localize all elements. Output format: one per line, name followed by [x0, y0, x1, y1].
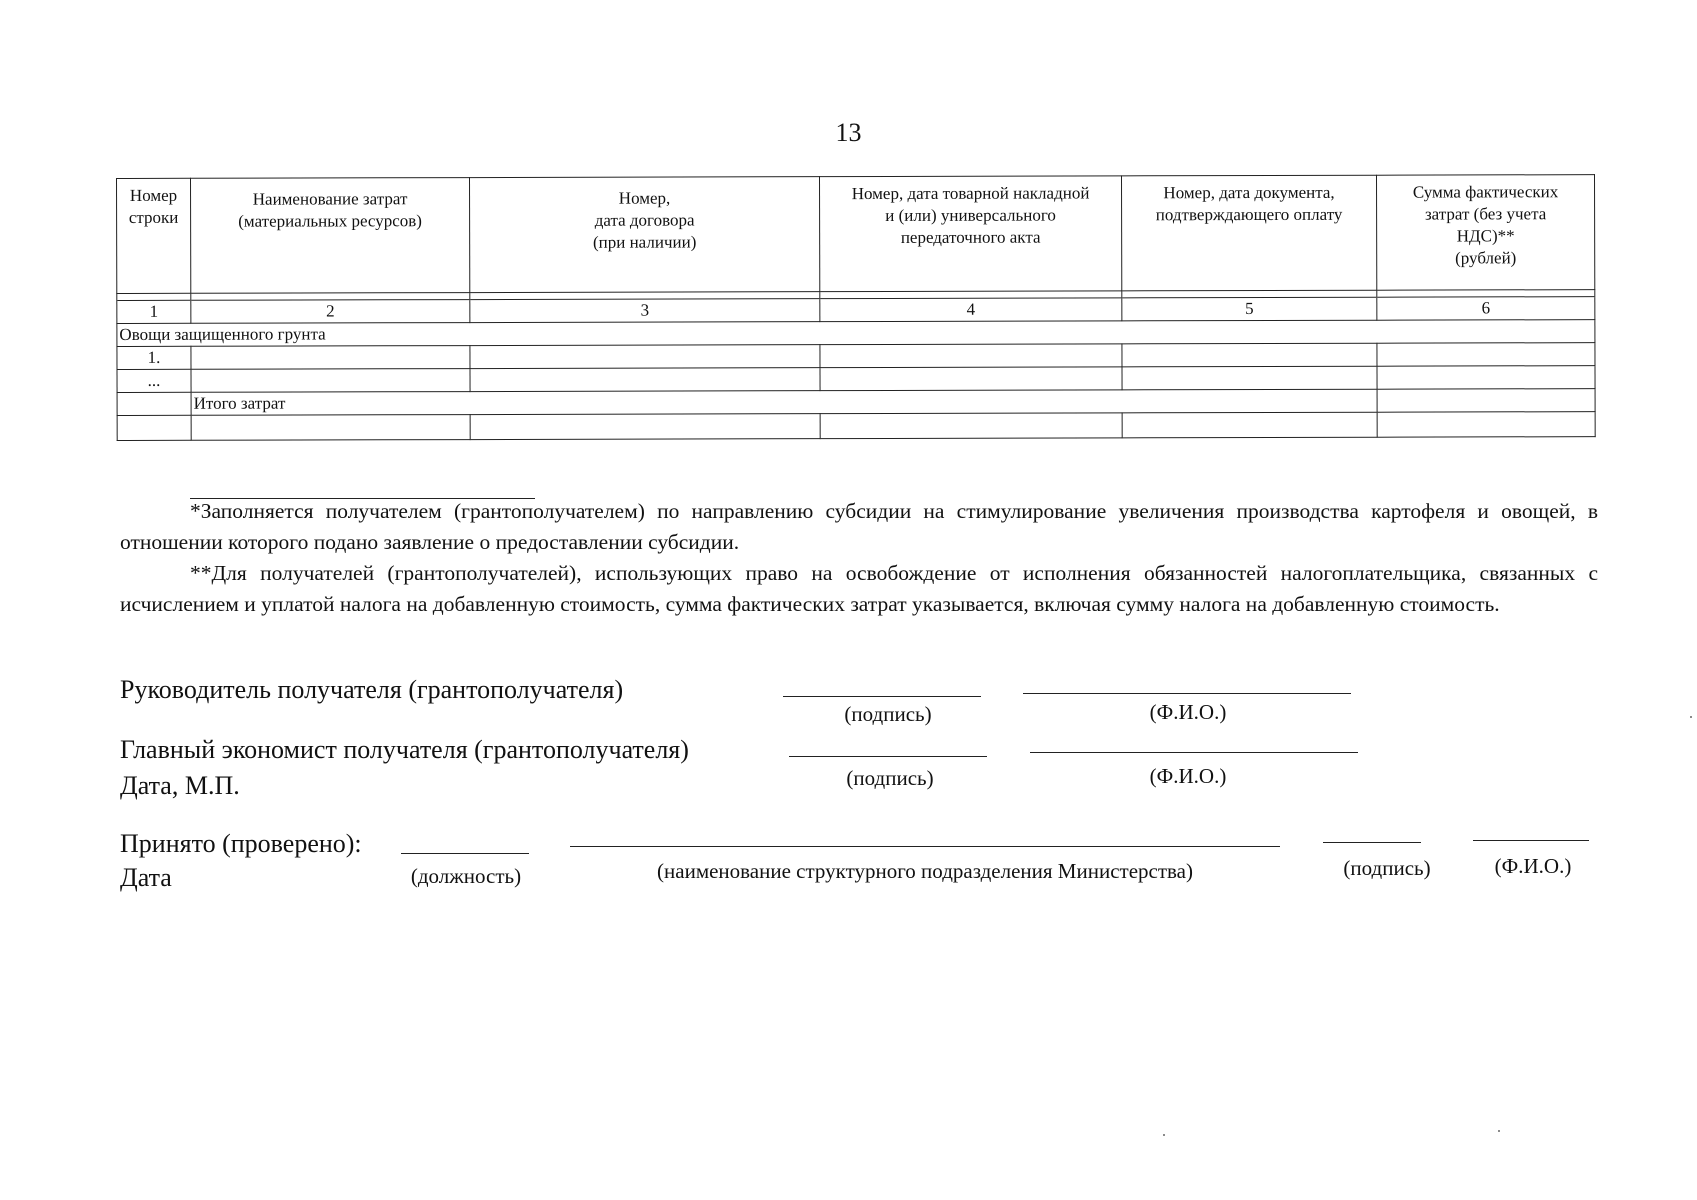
- page-number: 13: [835, 118, 862, 147]
- position-line: [401, 853, 529, 854]
- header-line: Номер,: [618, 188, 671, 208]
- header-line: Наименование затрат: [252, 189, 408, 209]
- header-payment-doc: [1121, 175, 1376, 291]
- header-amount: [1376, 175, 1594, 291]
- economist-signature-line: [789, 756, 987, 757]
- cell-cost-name: [191, 346, 470, 370]
- scan-speck: [1498, 1130, 1500, 1132]
- total-label: Итого затрат: [191, 389, 1377, 415]
- column-number: 3: [470, 299, 820, 323]
- economist-fio-caption: (Ф.И.О.): [1149, 764, 1227, 788]
- cell-amount: [1377, 412, 1595, 438]
- cell-payment-doc: [1122, 412, 1377, 438]
- cell-waybill: [820, 344, 1122, 368]
- position-caption: (должность): [410, 864, 522, 888]
- header-line: (рублей): [1455, 248, 1517, 268]
- header-cost-name: [191, 178, 470, 294]
- economist-fio-line: [1030, 752, 1358, 753]
- head-fio-line: [1023, 693, 1351, 694]
- cell-contract: [470, 368, 820, 392]
- footnote-2: **Для получателей (грантополучателей), использующих право на освобождение от исполнения обязанностей налогоплательщика, связанных с исчислением и уплатой налога на добавленную стоимость, сумма фактических затрат указывается, включая сумму налога на добавленную стоимость.: [120, 561, 1598, 616]
- column-number: 4: [820, 298, 1122, 322]
- head-signature-line: [783, 696, 981, 697]
- header-line: Номер, дата товарной накладной: [851, 183, 1090, 204]
- table-header-row: [117, 175, 1595, 294]
- cell-contract: [470, 414, 820, 440]
- cell-amount: [1377, 366, 1595, 390]
- head-fio-caption: (Ф.И.О.): [1149, 700, 1227, 724]
- column-number: 2: [191, 300, 470, 324]
- scan-speck: [1690, 716, 1692, 718]
- accepted-signature-caption: (подпись): [1343, 856, 1431, 880]
- header-line: строки: [128, 207, 179, 227]
- header-line: передаточного акта: [900, 227, 1041, 247]
- header-line: Номер: [129, 185, 178, 205]
- cell-payment-doc: [1122, 343, 1377, 367]
- date-mp-label: Дата, М.П.: [120, 771, 240, 800]
- header-line: Сумма фактических: [1412, 182, 1559, 202]
- table-row: [117, 412, 1595, 441]
- scan-speck: [1163, 1134, 1165, 1136]
- header-line: подтверждающего оплату: [1155, 204, 1343, 225]
- section-title: Овощи защищенного грунта: [117, 320, 1595, 347]
- header-line: Номер, дата документа,: [1163, 182, 1335, 203]
- accepted-fio-caption: (Ф.И.О.): [1494, 854, 1572, 878]
- economist-signature-caption: (подпись): [846, 766, 934, 790]
- cell-cost-name: [191, 369, 470, 393]
- column-number: 5: [1122, 297, 1377, 321]
- header-line: НДС)**: [1456, 226, 1515, 246]
- column-number: 1: [117, 300, 191, 323]
- economist-label: Главный экономист получателя (грантополучателя): [120, 735, 689, 764]
- cell-waybill: [820, 367, 1122, 391]
- cost-table: [116, 174, 1596, 441]
- footnotes: [120, 496, 1598, 620]
- header-line: и (или) универсального: [885, 205, 1056, 225]
- department-line: [570, 846, 1280, 847]
- header-contract: [470, 177, 820, 293]
- header-line: (материальных ресурсов): [238, 211, 422, 231]
- row-number: 1.: [117, 346, 191, 369]
- cell-amount: [1377, 343, 1595, 367]
- header-line: (при наличии): [592, 232, 697, 252]
- accepted-signature-line: [1323, 842, 1421, 843]
- header-line: дата договора: [594, 210, 695, 230]
- date-label: Дата: [120, 863, 172, 892]
- total-amount: [1377, 389, 1595, 413]
- row-number: [117, 415, 191, 440]
- accepted-fio-line: [1473, 840, 1589, 841]
- cell-waybill: [820, 413, 1122, 439]
- column-number: 6: [1377, 297, 1595, 321]
- cell-cost-name: [191, 415, 470, 441]
- footnote-1: *Заполняется получателем (грантополучателем) по направлению субсидии на стимулирование увеличения производства картофеля и овощей, в отношении которого подано заявление о предоставлении субсидии.: [120, 499, 1598, 554]
- department-caption: (наименование структурного подразделения Министерства): [657, 859, 1193, 883]
- row-number: ...: [117, 369, 191, 392]
- total-row-number: [117, 392, 191, 415]
- head-label: Руководитель получателя (грантополучателя): [120, 675, 624, 704]
- cell-payment-doc: [1122, 366, 1377, 390]
- accepted-label: Принято (проверено):: [120, 829, 362, 858]
- header-waybill: [819, 176, 1121, 292]
- head-signature-caption: (подпись): [844, 702, 932, 726]
- header-line: затрат (без учета: [1424, 204, 1547, 224]
- header-row-number: [117, 178, 191, 293]
- cell-contract: [470, 345, 820, 369]
